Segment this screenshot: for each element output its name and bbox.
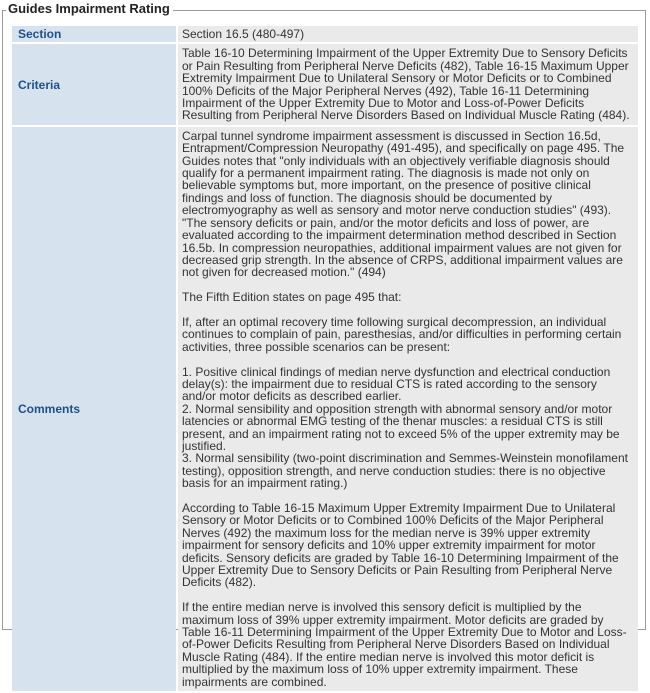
scenario-item: 2. Normal sensibility and opposition strength with abnormal sensory and/or motor latencies or abnormal EMG testing of the thenar muscles: a residual CTS is still present, and an impairment rating not to exceed 5% of the upper extremity may be justified. xyxy=(182,401,620,453)
table-row-criteria xyxy=(12,44,638,124)
scenario-item: 1. Positive clinical findings of median nerve dysfunction and electrical conduction delay(s): the impairment due to residual CTS is rated according to the sensory and/or motor deficits as described earlier. xyxy=(182,364,611,404)
comments-paragraph: If the entire median nerve is involved this sensory deficit is multiplied by the maximum loss of 39% upper extremity impairment. Motor deficits are graded by Table 16-11 Determining Impairment of the Upper Extremity Due to Motor and Loss-of-Power Deficits Resulting from Peripheral Nerve Disorders Based on Individual Muscle Rating (484). If the entire median nerve is involved this motor deficit is multiplied by the maximum loss of 10% upper extremity impairment. These impairments are combined. xyxy=(182,600,627,689)
section-label: Section xyxy=(12,26,176,42)
comments-label: Comments xyxy=(12,127,176,691)
comments-paragraph: The Fifth Edition states on page 495 that: xyxy=(182,290,402,305)
comments-paragraph: If, after an optimal recovery time following surgical decompression, an individual continues to complain of pain, paresthesias, and/or difficulties in performing certain activities, three possible scenarios can be present: xyxy=(182,314,622,354)
table-row-comments xyxy=(12,127,638,691)
criteria-value: Table 16-10 Determining Impairment of the Upper Extremity Due to Sensory Deficits or Pain Resulting from Peripheral Nerve Deficits (482), Table 16-15 Maximum Upper Extremity Impairment Due to Unilateral Sensory or Motor Deficits or to Combined 100% Deficits of the Major Peripheral Nerves (492), Table 16-11 Determining Impairment of the Upper Extremity Due to Motor and Loss-of-Power Deficits Resulting from Peripheral Nerve Disorders Based on Individual Muscle Rating (484). xyxy=(178,44,638,124)
panel-title: Guides Impairment Rating xyxy=(6,1,173,17)
section-value: Section 16.5 (480-497) xyxy=(178,26,638,42)
impairment-rating-table xyxy=(10,24,640,693)
comments-scenarios xyxy=(182,366,634,490)
comments-paragraph: Carpal tunnel syndrome impairment assessment is discussed in Section 16.5d, Entrapment/Compression Neuropathy (491-495), and specifically on page 495. The Guides notes that "only individuals with an objectively verifiable diagnosis should qualify for a permanent impairment rating. The diagnosis is made not only on believable symptoms but, more important, on the presence of positive clinical findings and loss of function. The diagnosis should be documented by electromyography as well as sensory and motor nerve conduction studies" (493). "The sensory deficits or pain, and/or the motor deficits and loss of power, are evaluated according to the impairment determination method described in Section 16.5b. In compression neuropathies, additional impairment values are not given for decreased grip strength. In the absence of CRPS, additional impairment values are not given for decreased motion." (494) xyxy=(182,128,625,280)
criteria-label: Criteria xyxy=(12,44,176,124)
table-row-section xyxy=(12,26,638,42)
comments-paragraph: According to Table 16-15 Maximum Upper Extremity Impairment Due to Unilateral Sensory or Motor Deficits or to Combined 100% Deficits of the Major Peripheral Nerves (492) the maximum loss for the median nerve is 39% upper extremity impairment for sensory deficits and 10% upper extremity impairment for motor deficits. Sensory deficits are graded by Table 16-10 Determining Impairment of the Upper Extremity Due to Sensory Deficits or Pain Resulting from Peripheral Nerve Deficits (482). xyxy=(182,500,619,590)
comments-value xyxy=(178,127,638,691)
scenario-item: 3. Normal sensibility (two-point discrimination and Semmes-Weinstein monofilament testing), opposition strength, and nerve conduction studies: there is no objective basis for an impairment rating.) xyxy=(182,451,628,491)
